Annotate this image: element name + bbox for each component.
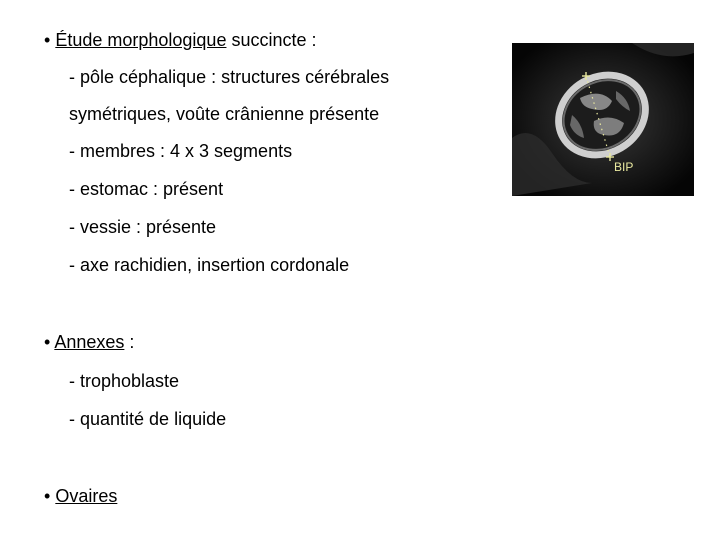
morpho-item: - axe rachidien, insertion cordonale xyxy=(69,255,350,275)
morpho-heading: Étude morphologique xyxy=(55,30,227,50)
bip-label: BIP xyxy=(614,160,634,174)
annexes-item: - quantité de liquide xyxy=(69,409,227,429)
morpho-item: - membres : 4 x 3 segments xyxy=(69,141,293,161)
bullet-ovaires xyxy=(44,485,117,507)
bullet-symbol: • xyxy=(44,332,51,352)
bullet-annexes xyxy=(44,331,134,353)
annexes-heading-suffix: : xyxy=(124,332,135,352)
morpho-item: symétriques, voûte crânienne présente xyxy=(69,104,380,124)
ultrasound-image xyxy=(512,43,694,196)
morpho-item: - vessie : présente xyxy=(69,217,217,237)
bullet-morpho xyxy=(44,29,317,51)
annexes-heading: Annexes xyxy=(54,332,125,352)
bullet-symbol: • xyxy=(44,486,51,506)
annexes-item: - trophoblaste xyxy=(69,371,180,391)
morpho-heading-suffix: succincte : xyxy=(226,30,317,50)
bullet-symbol: • xyxy=(44,30,51,50)
morpho-item: - estomac : présent xyxy=(69,179,224,199)
morpho-item: - pôle céphalique : structures cérébrales xyxy=(69,67,390,87)
ultrasound-drawing xyxy=(512,43,694,196)
ovaires-heading: Ovaires xyxy=(55,486,118,506)
